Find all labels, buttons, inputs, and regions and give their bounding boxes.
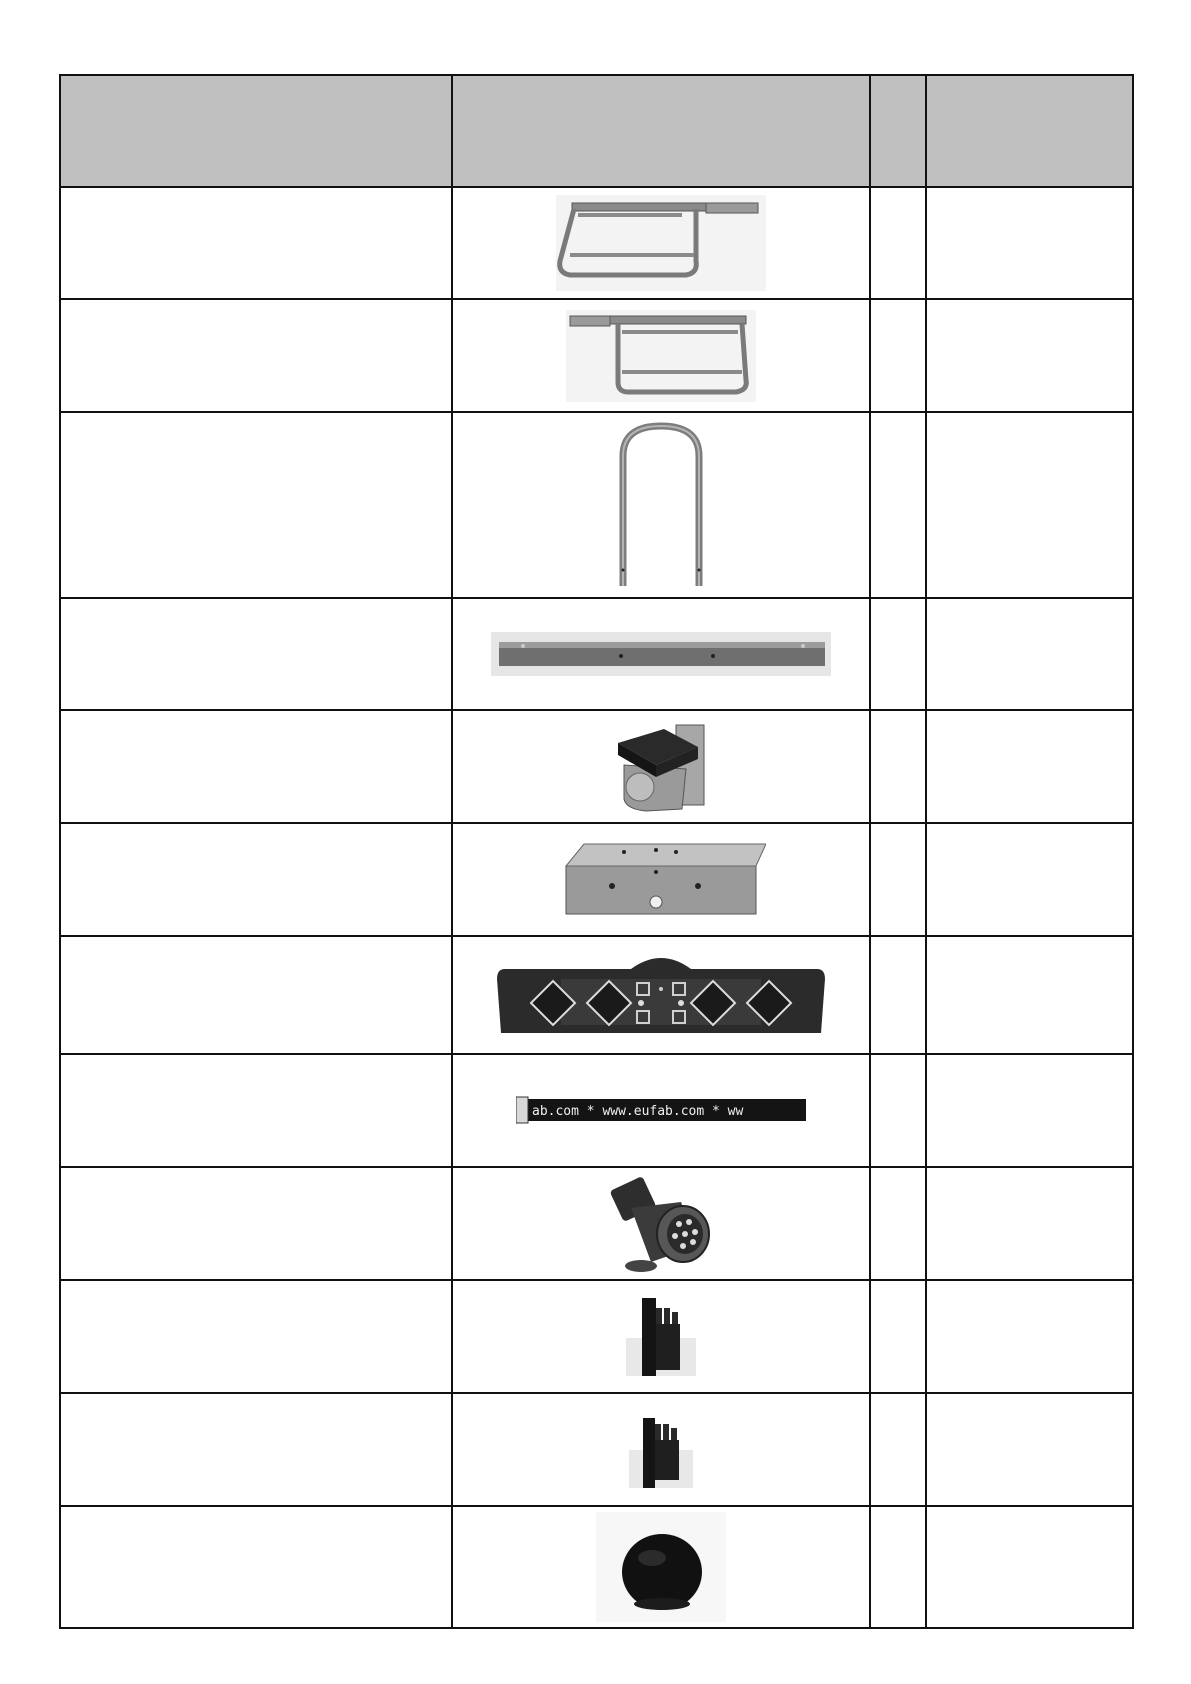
cell-description	[60, 187, 452, 299]
table-row	[60, 1167, 1133, 1280]
table-row	[60, 1393, 1133, 1506]
end-cap-small-icon	[629, 1410, 693, 1490]
cell-image	[452, 1167, 870, 1280]
cell-note	[926, 1393, 1133, 1506]
strap-icon	[516, 1091, 806, 1131]
cell-qty	[870, 1280, 926, 1393]
cell-qty	[870, 1393, 926, 1506]
coupling-ball-icon	[606, 719, 716, 815]
parts-table	[59, 74, 1134, 1629]
cell-qty	[870, 710, 926, 823]
cell-description	[60, 1054, 452, 1167]
strap-text: ab.com * www.eufab.com * ww	[532, 1103, 744, 1119]
cell-description	[60, 299, 452, 412]
cell-image	[452, 412, 870, 598]
cell-qty	[870, 936, 926, 1054]
cell-qty	[870, 1506, 926, 1628]
cell-note	[926, 412, 1133, 598]
cell-description	[60, 936, 452, 1054]
step-frame-left-icon	[556, 195, 766, 291]
table-row	[60, 1280, 1133, 1393]
cell-note	[926, 187, 1133, 299]
cell-image	[452, 299, 870, 412]
cell-description	[60, 710, 452, 823]
header-col-qty	[870, 75, 926, 187]
cell-description	[60, 1167, 452, 1280]
cell-description	[60, 1280, 452, 1393]
end-cap-large-icon	[626, 1294, 696, 1380]
cell-qty	[870, 412, 926, 598]
table-row	[60, 1054, 1133, 1167]
u-bar-icon	[601, 420, 721, 590]
header-col-image	[452, 75, 870, 187]
cell-note	[926, 598, 1133, 710]
table-row	[60, 710, 1133, 823]
cell-description	[60, 412, 452, 598]
cell-description	[60, 598, 452, 710]
header-row	[60, 75, 1133, 187]
step-frame-right-icon	[566, 310, 756, 402]
cell-image	[452, 710, 870, 823]
plug-connector-icon	[601, 1172, 721, 1276]
cell-note	[926, 299, 1133, 412]
cell-image	[452, 936, 870, 1054]
rail-profile-icon	[491, 632, 831, 676]
cell-note	[926, 710, 1133, 823]
cell-note	[926, 823, 1133, 936]
header-col-description	[60, 75, 452, 187]
table-row	[60, 412, 1133, 598]
cell-note	[926, 1506, 1133, 1628]
table-row	[60, 936, 1133, 1054]
cell-image	[452, 187, 870, 299]
cell-image	[452, 823, 870, 936]
bracket-channel-icon	[556, 840, 766, 920]
table-row	[60, 187, 1133, 299]
cell-qty	[870, 187, 926, 299]
header-col-note	[926, 75, 1133, 187]
cell-note	[926, 1280, 1133, 1393]
cell-qty	[870, 299, 926, 412]
cell-image	[452, 1506, 870, 1628]
cell-description	[60, 1393, 452, 1506]
cell-note	[926, 1054, 1133, 1167]
cell-note	[926, 936, 1133, 1054]
cell-note	[926, 1167, 1133, 1280]
table-row	[60, 1506, 1133, 1628]
cell-image	[452, 598, 870, 710]
cell-image	[452, 1280, 870, 1393]
cell-qty	[870, 823, 926, 936]
cell-qty	[870, 598, 926, 710]
table-row	[60, 823, 1133, 936]
round-cap-icon	[596, 1512, 726, 1622]
cell-image	[452, 1054, 870, 1167]
plate-holder-icon	[491, 939, 831, 1051]
cell-description	[60, 823, 452, 936]
cell-image	[452, 1393, 870, 1506]
table-row	[60, 598, 1133, 710]
cell-description	[60, 1506, 452, 1628]
table-row	[60, 299, 1133, 412]
cell-qty	[870, 1167, 926, 1280]
cell-qty	[870, 1054, 926, 1167]
